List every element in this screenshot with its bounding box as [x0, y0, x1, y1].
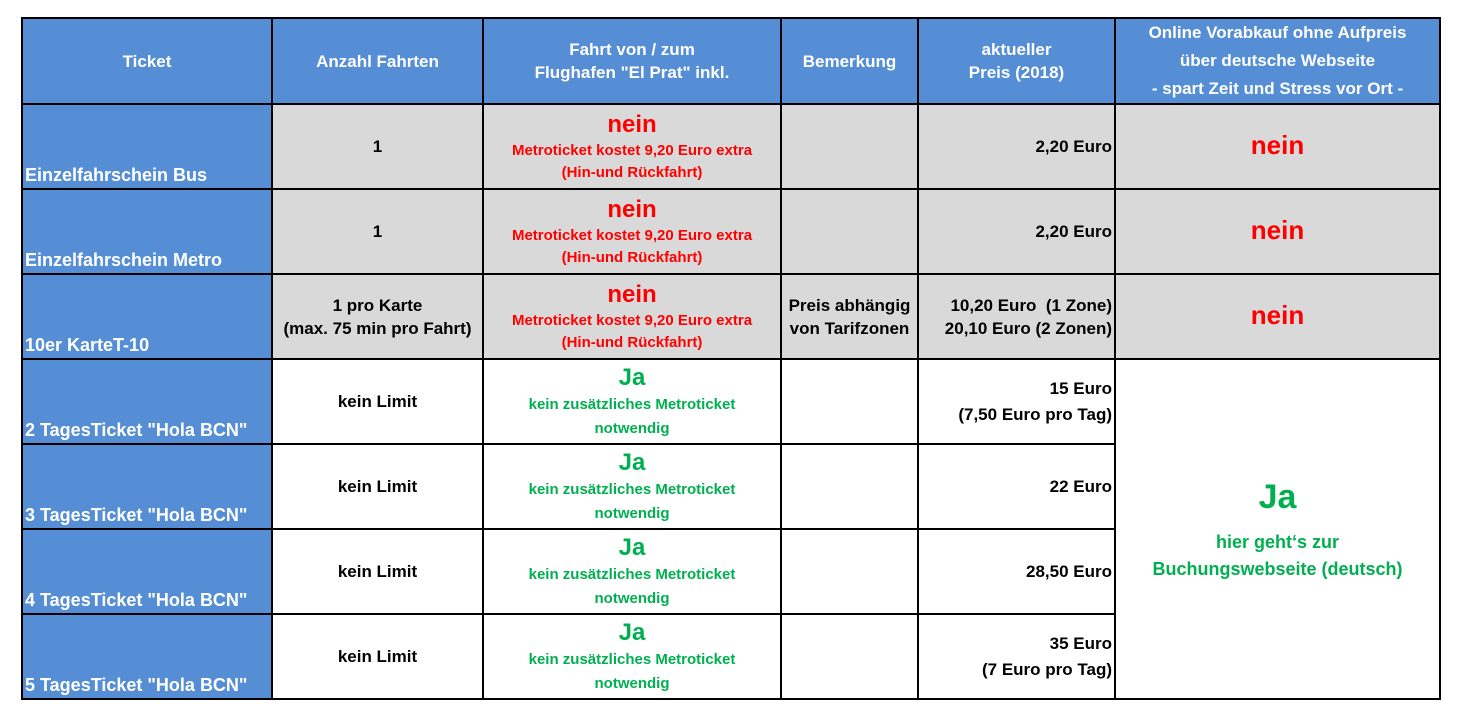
airport-note-2: notwendig — [594, 589, 670, 607]
header-price-line2: Preis (2018) — [968, 63, 1065, 82]
ticket-name: 10er KarteT-10 — [22, 274, 272, 359]
online-status: nein — [1250, 129, 1305, 160]
airport-note-2: (Hin-und Rückfahrt) — [561, 248, 703, 266]
airport-note-2: (Hin-und Rückfahrt) — [561, 333, 703, 351]
remark-cell — [781, 529, 918, 614]
price-value: 2,20 Euro — [1035, 222, 1112, 241]
airport-note-2: notwendig — [594, 504, 670, 522]
price-cell — [918, 529, 1115, 614]
rides-cell — [272, 529, 483, 614]
airport-note: kein zusätzliches Metroticket — [528, 480, 736, 498]
airport-cell — [483, 359, 781, 444]
remark-cell — [781, 274, 918, 359]
airport-note-2: notwendig — [594, 674, 670, 692]
rides-value: kein Limit — [337, 562, 418, 581]
ticket-name: Einzelfahrschein Metro — [22, 189, 272, 274]
price-cell — [918, 104, 1115, 189]
airport-status: Ja — [618, 363, 646, 391]
airport-status: nein — [607, 195, 657, 223]
ticket-name: Einzelfahrschein Bus — [22, 104, 272, 189]
rides-cell — [272, 189, 483, 274]
rides-cell — [272, 614, 483, 699]
online-status: nein — [1250, 214, 1305, 245]
online-booking-link[interactable] — [1115, 359, 1440, 699]
header-online — [1115, 18, 1440, 104]
online-cell — [1115, 274, 1440, 359]
header-online-line2: über deutsche Webseite — [1179, 51, 1376, 70]
ticket-name: 2 TagesTicket "Hola BCN" — [22, 359, 272, 444]
price-value-2: 20,10 Euro (2 Zonen) — [944, 318, 1112, 338]
remark-cell — [781, 359, 918, 444]
airport-cell — [483, 104, 781, 189]
rides-value: kein Limit — [337, 647, 418, 666]
airport-cell — [483, 614, 781, 699]
table-row — [22, 104, 1440, 189]
header-ticket: Ticket — [22, 18, 272, 104]
ticket-comparison-table — [21, 17, 1441, 700]
rides-cell — [272, 104, 483, 189]
header-price-line1: aktueller — [981, 40, 1052, 59]
header-price — [918, 18, 1115, 104]
header-airport-line2: Flughafen "El Prat" inkl. — [534, 63, 730, 82]
price-value: 15 Euro — [1049, 378, 1112, 398]
table-row — [22, 359, 1440, 444]
ticket-name: 4 TagesTicket "Hola BCN" — [22, 529, 272, 614]
airport-cell — [483, 189, 781, 274]
airport-note: Metroticket kostet 9,20 Euro extra — [511, 226, 753, 244]
header-airport-line1: Fahrt von / zum — [569, 40, 695, 59]
remark-cell — [781, 104, 918, 189]
ticket-name: 5 TagesTicket "Hola BCN" — [22, 614, 272, 699]
remark-cell — [781, 444, 918, 529]
online-status: nein — [1250, 299, 1305, 330]
airport-status: Ja — [618, 448, 646, 476]
booking-link-line2[interactable]: Buchungswebseite (deutsch) — [1152, 559, 1403, 579]
price-cell — [918, 444, 1115, 529]
airport-status: Ja — [618, 533, 646, 561]
airport-note-2: (Hin-und Rückfahrt) — [561, 163, 703, 181]
remark-line1: Preis abhängig — [788, 295, 911, 315]
table-row — [22, 274, 1440, 359]
price-cell — [918, 359, 1115, 444]
remark-cell — [781, 614, 918, 699]
online-cell — [1115, 104, 1440, 189]
price-cell — [918, 274, 1115, 359]
airport-note: Metroticket kostet 9,20 Euro extra — [511, 311, 753, 329]
airport-cell — [483, 274, 781, 359]
header-rides: Anzahl Fahrten — [272, 18, 483, 104]
header-airport — [483, 18, 781, 104]
rides-value: kein Limit — [337, 477, 418, 496]
rides-value: 1 — [372, 137, 383, 156]
price-value: 22 Euro — [1049, 477, 1112, 496]
header-remark: Bemerkung — [781, 18, 918, 104]
price-value-2: (7 Euro pro Tag) — [981, 659, 1112, 679]
rides-cell — [272, 444, 483, 529]
rides-value: 1 — [372, 222, 383, 241]
rides-value: 1 pro Karte — [332, 295, 423, 315]
airport-status: nein — [607, 280, 657, 308]
remark-line2: von Tarifzonen — [789, 318, 910, 338]
header-online-line1: Online Vorabkauf ohne Aufpreis — [1148, 23, 1407, 42]
price-value-2: (7,50 Euro pro Tag) — [958, 404, 1112, 424]
header-online-line3: - spart Zeit und Stress vor Ort - — [1151, 79, 1404, 98]
price-value: 35 Euro — [1049, 633, 1112, 653]
price-value: 2,20 Euro — [1035, 137, 1112, 156]
airport-note: Metroticket kostet 9,20 Euro extra — [511, 141, 753, 159]
rides-cell — [272, 274, 483, 359]
rides-cell — [272, 359, 483, 444]
airport-note: kein zusätzliches Metroticket — [528, 650, 736, 668]
airport-status: nein — [607, 110, 657, 138]
table-row — [22, 189, 1440, 274]
online-status-yes: Ja — [1258, 478, 1297, 516]
price-cell — [918, 189, 1115, 274]
rides-value: kein Limit — [337, 392, 418, 411]
header-row — [22, 18, 1440, 104]
ticket-name: 3 TagesTicket "Hola BCN" — [22, 444, 272, 529]
rides-note: (max. 75 min pro Fahrt) — [283, 318, 472, 338]
airport-cell — [483, 444, 781, 529]
price-cell — [918, 614, 1115, 699]
airport-note-2: notwendig — [594, 419, 670, 437]
online-cell — [1115, 189, 1440, 274]
price-value: 10,20 Euro (1 Zone) — [950, 295, 1112, 315]
booking-link-line1[interactable]: hier geht‘s zur — [1215, 532, 1340, 552]
airport-note: kein zusätzliches Metroticket — [528, 565, 736, 583]
airport-note: kein zusätzliches Metroticket — [528, 395, 736, 413]
airport-status: Ja — [618, 618, 646, 646]
airport-cell — [483, 529, 781, 614]
remark-cell — [781, 189, 918, 274]
price-value: 28,50 Euro — [1026, 562, 1112, 581]
